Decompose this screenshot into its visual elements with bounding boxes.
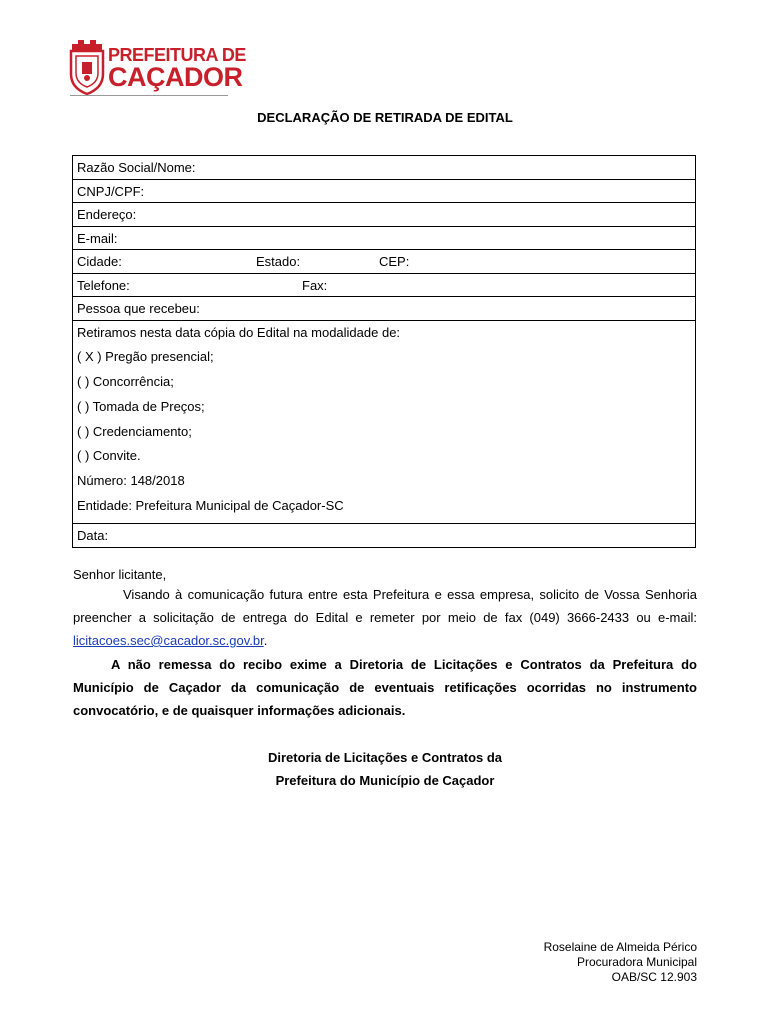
field-label-telefone: Telefone:: [77, 277, 130, 293]
field-data[interactable]: [73, 524, 695, 548]
city-logo: [68, 40, 246, 96]
document-title: DECLARAÇÃO DE RETIRADA DE EDITAL: [257, 110, 513, 125]
main-paragraph: [73, 583, 697, 652]
notice-paragraph: A não remessa do recibo exime a Diretoria de Licitações e Contratos da Prefeitura do Município de Caçador da comunicação de eventuais retificações ocorridas no instrumento convocatório, e de quaisquer informações adicionais.: [73, 657, 697, 718]
field-label: CNPJ/CPF:: [77, 183, 145, 199]
salutation: Senhor licitante,: [73, 567, 167, 582]
signer-name: Roselaine de Almeida Périco: [543, 940, 697, 954]
field-label: Data:: [77, 527, 109, 543]
coat-of-arms-icon: [68, 40, 106, 96]
signature-line2: Prefeitura do Município de Caçador: [275, 773, 495, 788]
field-endereco[interactable]: [73, 203, 695, 227]
field-email[interactable]: [73, 227, 695, 251]
field-label: E-mail:: [77, 230, 118, 246]
paragraph-text: Visando à comunicação futura entre esta Prefeitura e essa empresa, solicito de Vossa Senhoria preencher a solicitação de entrega do Edital e remeter por meio de fax (049) 3666-2433 ou e-mail:: [73, 587, 697, 625]
field-label-cep: CEP:: [379, 254, 410, 269]
signature-block: [0, 746, 770, 792]
declaration-form: [72, 155, 696, 548]
numero-edital: Número: 148/2018: [77, 473, 185, 489]
field-label-cidade: Cidade:: [77, 254, 122, 269]
field-label-estado: Estado:: [256, 254, 301, 269]
email-link[interactable]: licitacoes.sec@cacador.sc.gov.br: [73, 633, 264, 648]
signature-line1: Diretoria de Licitações e Contratos da: [267, 750, 503, 765]
modalidade-cell: [73, 321, 695, 524]
field-label-fax: Fax:: [302, 277, 328, 293]
field-pessoa[interactable]: [73, 297, 695, 321]
entidade: Entidade: Prefeitura Municipal de Caçador-SC: [77, 498, 344, 514]
logo-title-line2: CAÇADOR: [108, 62, 243, 92]
field-label: Pessoa que recebeu:: [77, 301, 200, 316]
modalidade-intro: Retiramos nesta data cópia do Edital na modalidade de:: [77, 324, 401, 340]
field-cidade-row[interactable]: [73, 250, 695, 274]
option-credenciamento[interactable]: ( ) Credenciamento;: [77, 423, 192, 439]
option-convite[interactable]: ( ) Convite.: [77, 448, 141, 464]
field-label: Razão Social/Nome:: [77, 160, 196, 175]
signer-role: Procuradora Municipal: [576, 955, 697, 969]
field-label: Endereço:: [77, 207, 137, 222]
header-divider: [70, 95, 228, 96]
logo-title-line1: PREFEITURA DE: [108, 45, 246, 65]
signer-oab: OAB/SC 12.903: [611, 970, 697, 984]
option-tomada-precos[interactable]: ( ) Tomada de Preços;: [77, 398, 205, 414]
field-razao-social[interactable]: [73, 156, 695, 180]
field-telefone-row[interactable]: [73, 274, 695, 298]
field-cnpj[interactable]: [73, 180, 695, 204]
paragraph-end: .: [263, 633, 268, 648]
signer-block: [544, 940, 697, 985]
option-concorrencia[interactable]: ( ) Concorrência;: [77, 374, 174, 390]
option-pregao[interactable]: ( X ) Pregão presencial;: [77, 349, 214, 365]
